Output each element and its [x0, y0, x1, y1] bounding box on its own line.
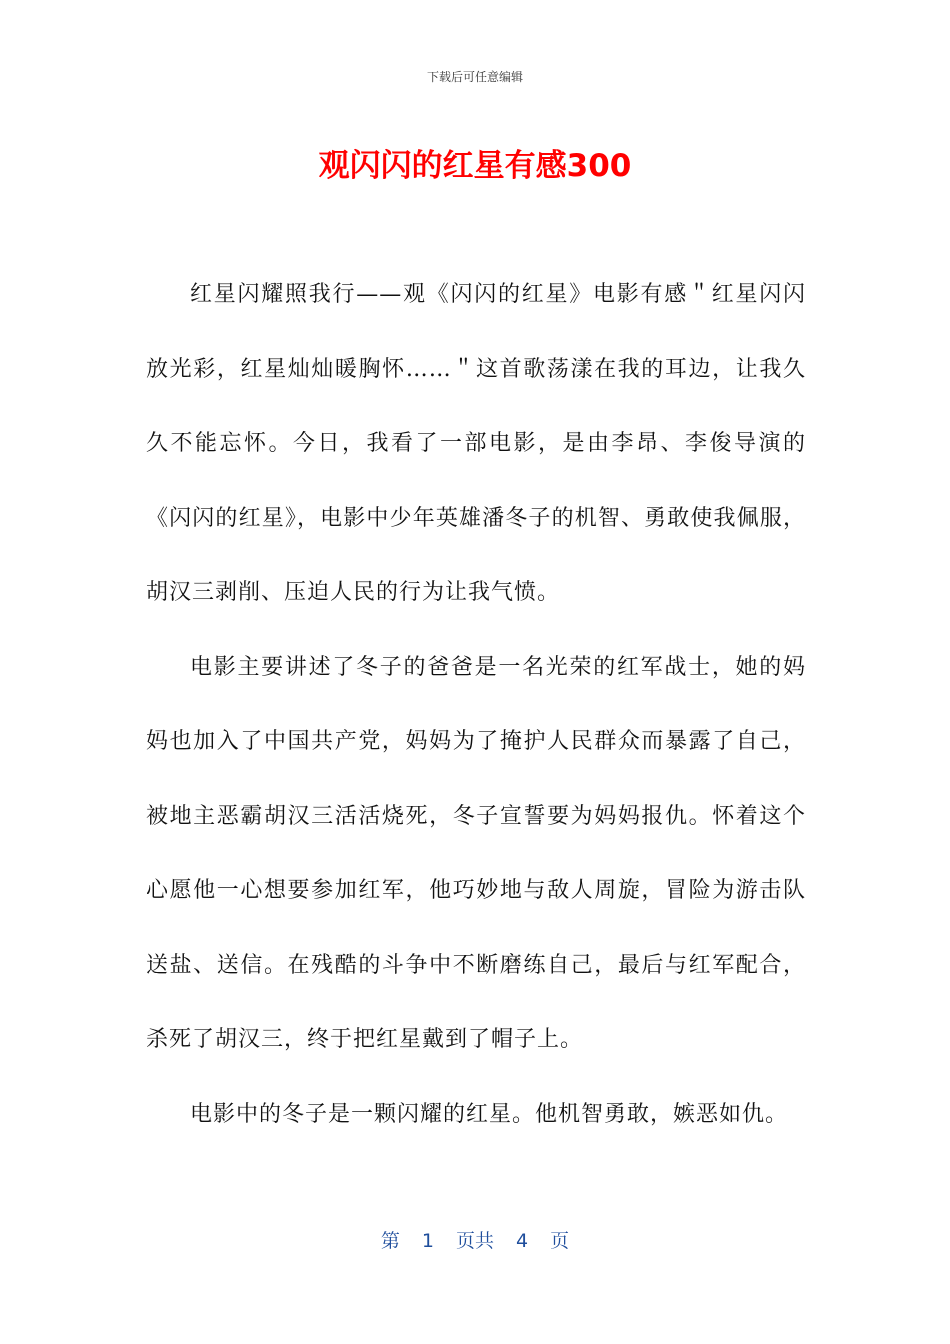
header-note: 下载后可任意编辑 — [426, 70, 523, 84]
footer-prefix: 第 — [380, 1230, 400, 1252]
footer-middle: 页共 — [455, 1230, 494, 1252]
paragraph-1: 红星闪耀照我行——观《闪闪的红星》电影有感＂红星闪闪放光彩，红星灿灿暖胸怀……＂这首歌荡漾在我的耳边，让我久久不能忘怀。今日，我看了一部电影，是由李昂、李俊导演的《闪闪的红星》，电影中少年英雄潘冬子的机智、勇敢使我佩服，胡汉三剥削、压迫人民的行为让我气愤。 — [146, 282, 806, 605]
document-body — [146, 258, 806, 1152]
paragraph-3: 电影中的冬子是一颗闪耀的红星。他机智勇敢，嫉恶如仇。 — [190, 1101, 789, 1127]
paragraph-2: 电影主要讲述了冬子的爸爸是一名光荣的红军战士，她的妈妈也加入了中国共产党，妈妈为了掩护人民群众而暴露了自己，被地主恶霸胡汉三活活烧死，冬子宣誓要为妈妈报仇。怀着这个心愿他一心想要参加红军，他巧妙地与敌人周旋，冒险为游击队送盐、送信。在残酷的斗争中不断磨练自己，最后与红军配合，杀死了胡汉三，终于把红星戴到了帽子上。 — [146, 654, 806, 1052]
footer-suffix: 页 — [550, 1230, 570, 1252]
page-footer — [0, 1226, 950, 1253]
page-title: 观闪闪的红星有感300 — [318, 148, 632, 184]
footer-current-page: 1 — [421, 1230, 434, 1252]
footer-total-pages: 4 — [516, 1230, 529, 1252]
